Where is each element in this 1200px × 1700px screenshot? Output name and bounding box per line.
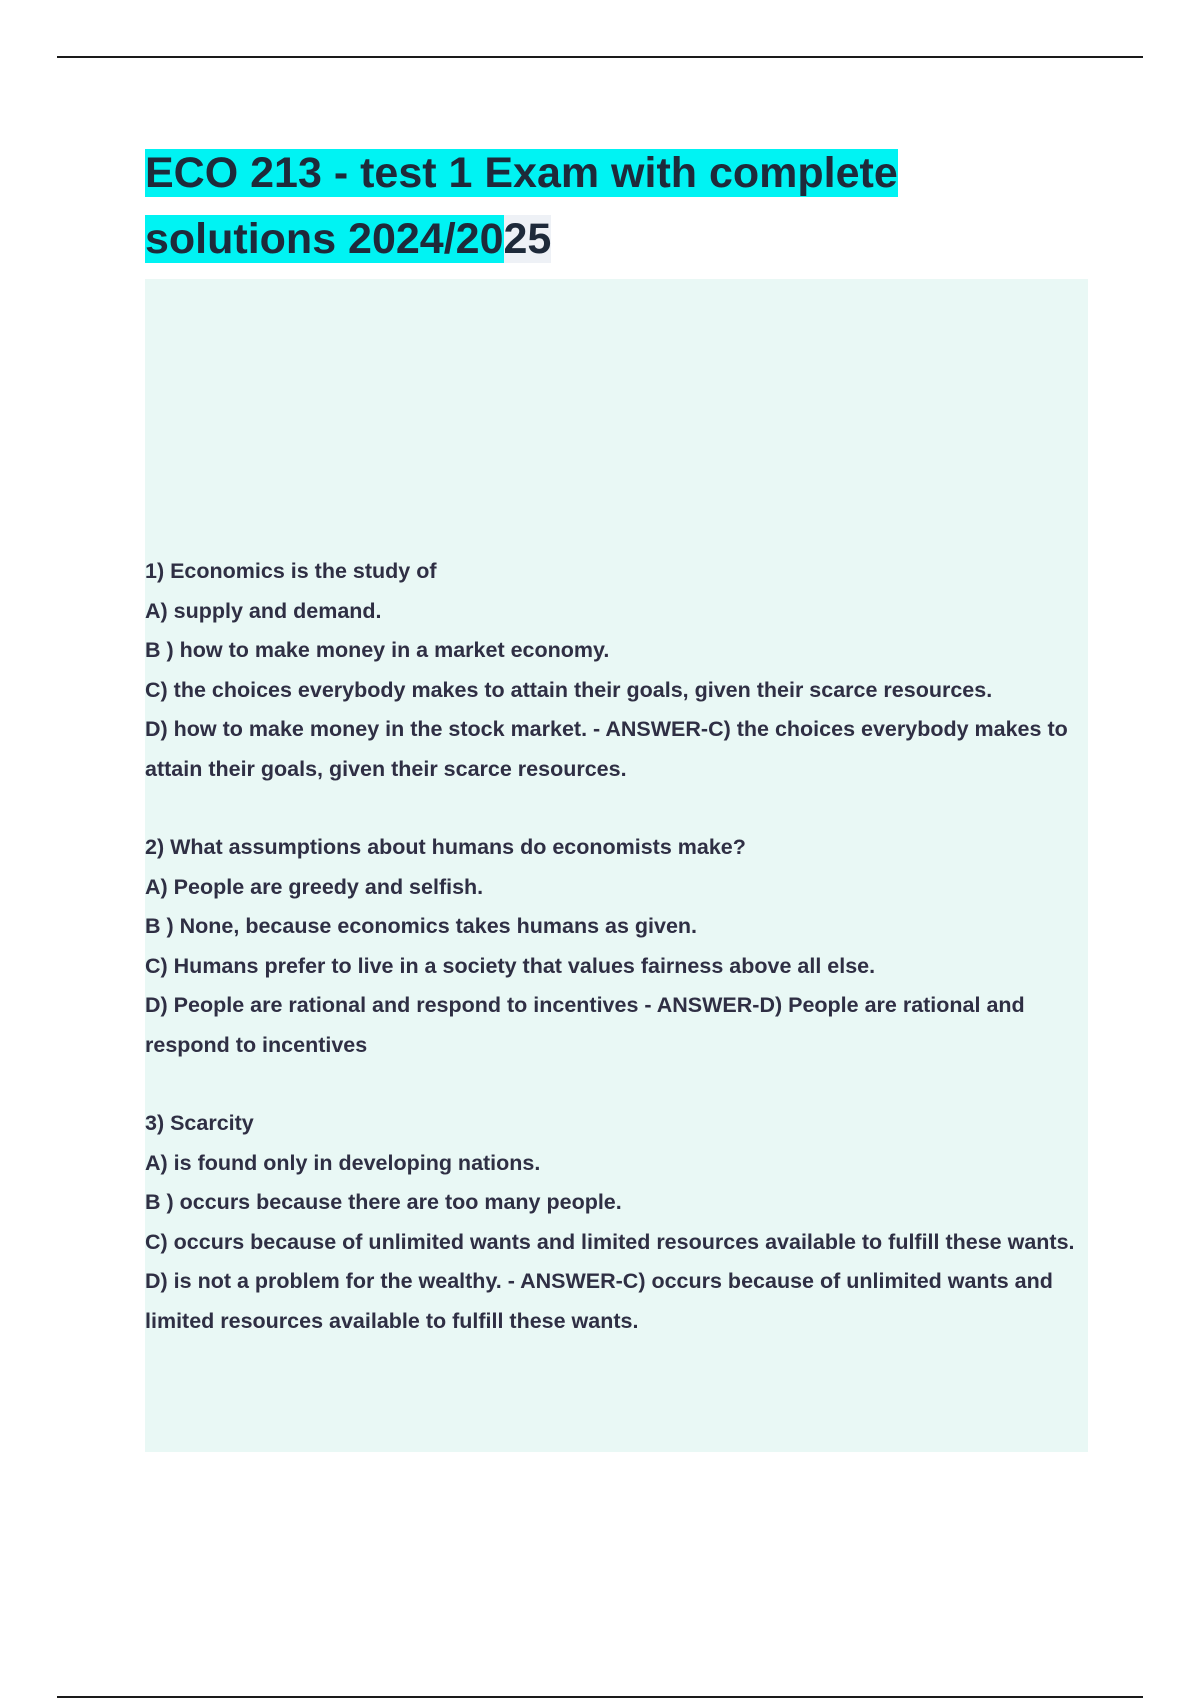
answer-option: D) is not a problem for the wealthy. - ANSWER-C) occurs because of unlimited wants and limited resources available to fulfill these wants. bbox=[145, 1269, 1053, 1333]
title-line-2-tail: 25 bbox=[503, 215, 552, 263]
question-2 bbox=[145, 828, 1090, 1065]
answer-option: B ) how to make money in a market economy. bbox=[145, 638, 610, 662]
question-1 bbox=[145, 552, 1090, 789]
answer-option: A) is found only in developing nations. bbox=[145, 1150, 541, 1175]
title-line-2 bbox=[145, 206, 1105, 272]
answer-option: C) Humans prefer to live in a society that values fairness above all else. bbox=[145, 953, 876, 978]
title-line-1 bbox=[145, 140, 1105, 206]
answer-option: B ) None, because economics takes humans as given. bbox=[145, 914, 698, 938]
question-list bbox=[145, 552, 1090, 1380]
question-stem: 1) Economics is the study of bbox=[145, 559, 437, 583]
answer-option: C) the choices everybody makes to attain their goals, given their scarce resources. bbox=[145, 677, 993, 702]
answer-option: A) People are greedy and selfish. bbox=[145, 874, 484, 899]
document-title bbox=[145, 140, 1105, 272]
title-line-1-text: ECO 213 - test 1 Exam with complete bbox=[145, 149, 898, 197]
header-rule bbox=[57, 56, 1143, 58]
answer-option: B ) occurs because there are too many people. bbox=[145, 1190, 622, 1214]
question-stem: 3) Scarcity bbox=[145, 1111, 254, 1135]
title-line-2-highlighted: solutions 2024/20 bbox=[145, 215, 504, 263]
question-stem: 2) What assumptions about humans do economists make? bbox=[145, 835, 746, 859]
answer-option: C) occurs because of unlimited wants and limited resources available to fulfill these wants. bbox=[145, 1229, 1075, 1254]
footer-rule bbox=[57, 1696, 1143, 1698]
answer-option: A) supply and demand. bbox=[145, 598, 382, 623]
answer-option: D) how to make money in the stock market. - ANSWER-C) the choices everybody makes to attain their goals, given their scarce resources. bbox=[145, 717, 1068, 781]
answer-option: D) People are rational and respond to incentives - ANSWER-D) People are rational and respond to incentives bbox=[145, 993, 1025, 1057]
question-3 bbox=[145, 1104, 1090, 1341]
